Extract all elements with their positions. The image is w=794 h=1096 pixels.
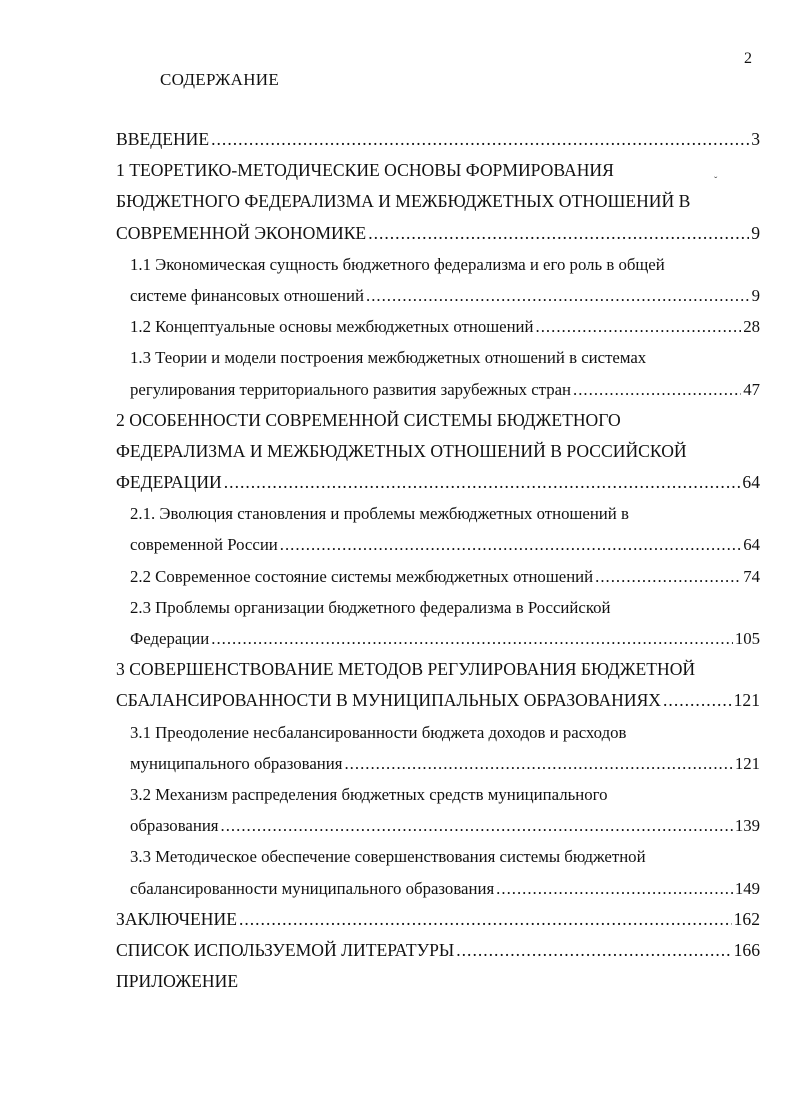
dot-leader: [595, 561, 741, 592]
dot-leader: [456, 935, 731, 966]
page-number: 2: [744, 50, 752, 67]
toc-entry[interactable]: [116, 717, 760, 779]
dot-leader: [211, 623, 733, 654]
toc-entry-title: СПИСОК ИСПОЛЬЗУЕМОЙ ЛИТЕРАТУРЫ: [116, 939, 455, 960]
toc-page-number: 64: [742, 472, 760, 493]
toc-entry[interactable]: [116, 654, 760, 716]
toc-entry-title: 2.2 Современное состояние системы межбюджетных отношений: [130, 566, 594, 586]
page-title: СОДЕРЖАНИЕ: [160, 70, 280, 89]
toc-entry-title: ПРИЛОЖЕНИЕ: [116, 971, 239, 992]
dot-leader: [663, 685, 732, 716]
toc-entry[interactable]: [116, 249, 760, 311]
toc-page-number: 64: [743, 535, 760, 555]
toc-page-number: 47: [743, 379, 760, 399]
toc-entry-line: 3.1 Преодоление несбалансированности бюджета доходов и расходов: [130, 722, 627, 742]
toc-entry-title: современной России: [130, 535, 278, 555]
dot-leader: [366, 280, 750, 311]
toc-page-number: 9: [751, 285, 760, 305]
toc-entry-title: ФЕДЕРАЦИИ: [116, 472, 222, 493]
toc-entry-title: системе финансовых отношений: [130, 285, 364, 305]
toc-page-number: 139: [734, 816, 760, 836]
dot-leader: [280, 529, 741, 560]
toc-entry-line: 3.3 Методическое обеспечение совершенствования системы бюджетной: [130, 847, 646, 867]
toc-entry-line: 1.1 Экономическая сущность бюджетного федерализма и его роль в общей: [130, 254, 665, 274]
toc-entry-line: 3 СОВЕРШЕНСТВОВАНИЕ МЕТОДОВ РЕГУЛИРОВАНИЯ БЮДЖЕТНОЙ: [116, 659, 696, 680]
toc-entry-title: образования: [130, 816, 219, 836]
toc-entry-line: 2.3 Проблемы организации бюджетного федерализма в Российской: [130, 597, 611, 617]
toc-entry[interactable]: [116, 561, 760, 592]
toc-entry-line: БЮДЖЕТНОГО ФЕДЕРАЛИЗМА И МЕЖБЮДЖЕТНЫХ ОТНОШЕНИЙ В: [116, 191, 691, 212]
toc-page-number: 121: [734, 753, 760, 773]
toc-entry-title: муниципального образования: [130, 753, 343, 773]
toc-entry-line: 2 ОСОБЕННОСТИ СОВРЕМЕННОЙ СИСТЕМЫ БЮДЖЕТНОГО: [116, 409, 621, 430]
toc-entry-title: СОВРЕМЕННОЙ ЭКОНОМИКЕ: [116, 222, 367, 243]
dot-leader: [224, 467, 741, 498]
dot-leader: [239, 904, 732, 935]
toc-page-number: 166: [733, 939, 760, 960]
toc-entry[interactable]: [116, 311, 760, 342]
toc-entry[interactable]: [116, 779, 760, 841]
toc-page-number: 105: [734, 629, 760, 648]
toc-entry-title: СБАЛАНСИРОВАННОСТИ В МУНИЦИПАЛЬНЫХ ОБРАЗОВАНИЯХ: [116, 690, 662, 711]
toc-page-number: 162: [733, 908, 760, 929]
toc-page-number: 3: [751, 129, 760, 149]
toc-entry-title: Федерации: [130, 629, 210, 648]
dot-leader: [344, 748, 732, 779]
toc-page-number: 28: [743, 317, 760, 337]
toc-entry-title: ЗАКЛЮЧЕНИЕ: [116, 908, 237, 929]
toc-entry-line: 3.2 Механизм распределения бюджетных средств муниципального: [130, 784, 608, 804]
toc-entry[interactable]: [116, 841, 760, 903]
toc-entry-line: 1.3 Теории и модели построения межбюджетных отношений в системах: [130, 348, 647, 368]
toc-entry-title: регулирования территориального развития зарубежных стран: [130, 379, 572, 399]
toc-entry[interactable]: [116, 342, 760, 404]
dot-leader: [573, 374, 741, 405]
toc-entry[interactable]: [116, 405, 760, 499]
toc-page-number: 149: [734, 878, 760, 898]
toc-page-number: 9: [751, 222, 760, 243]
toc-entry-title: ВВЕДЕНИЕ: [116, 129, 210, 149]
toc-entry[interactable]: [116, 124, 760, 155]
toc-entry[interactable]: [116, 935, 760, 966]
dot-leader: [368, 218, 749, 249]
toc-entry-title: 1.2 Концептуальные основы межбюджетных отношений: [130, 317, 534, 337]
scan-mark: ˇ: [714, 176, 718, 187]
dot-leader: [536, 311, 742, 342]
toc-entry[interactable]: [116, 592, 760, 654]
toc-entry[interactable]: [116, 904, 760, 935]
toc-entry-line: 1 ТЕОРЕТИКО-МЕТОДИЧЕСКИЕ ОСНОВЫ ФОРМИРОВАНИЯ: [116, 160, 614, 181]
dot-leader: [221, 810, 733, 841]
toc-page-number: 74: [743, 566, 760, 586]
toc-entry[interactable]: [116, 966, 760, 997]
toc-entry-line: ФЕДЕРАЛИЗМА И МЕЖБЮДЖЕТНЫХ ОТНОШЕНИЙ В РОССИЙСКОЙ: [116, 440, 687, 461]
table-of-contents: [116, 124, 760, 997]
toc-entry-title: сбалансированности муниципального образования: [130, 878, 495, 898]
toc-entry[interactable]: [116, 498, 760, 560]
dot-leader: [211, 124, 749, 155]
toc-entry[interactable]: [116, 155, 760, 249]
toc-entry-line: 2.1. Эволюция становления и проблемы межбюджетных отношений в: [130, 504, 629, 524]
dot-leader: [496, 873, 733, 904]
toc-page-number: 121: [733, 690, 760, 711]
